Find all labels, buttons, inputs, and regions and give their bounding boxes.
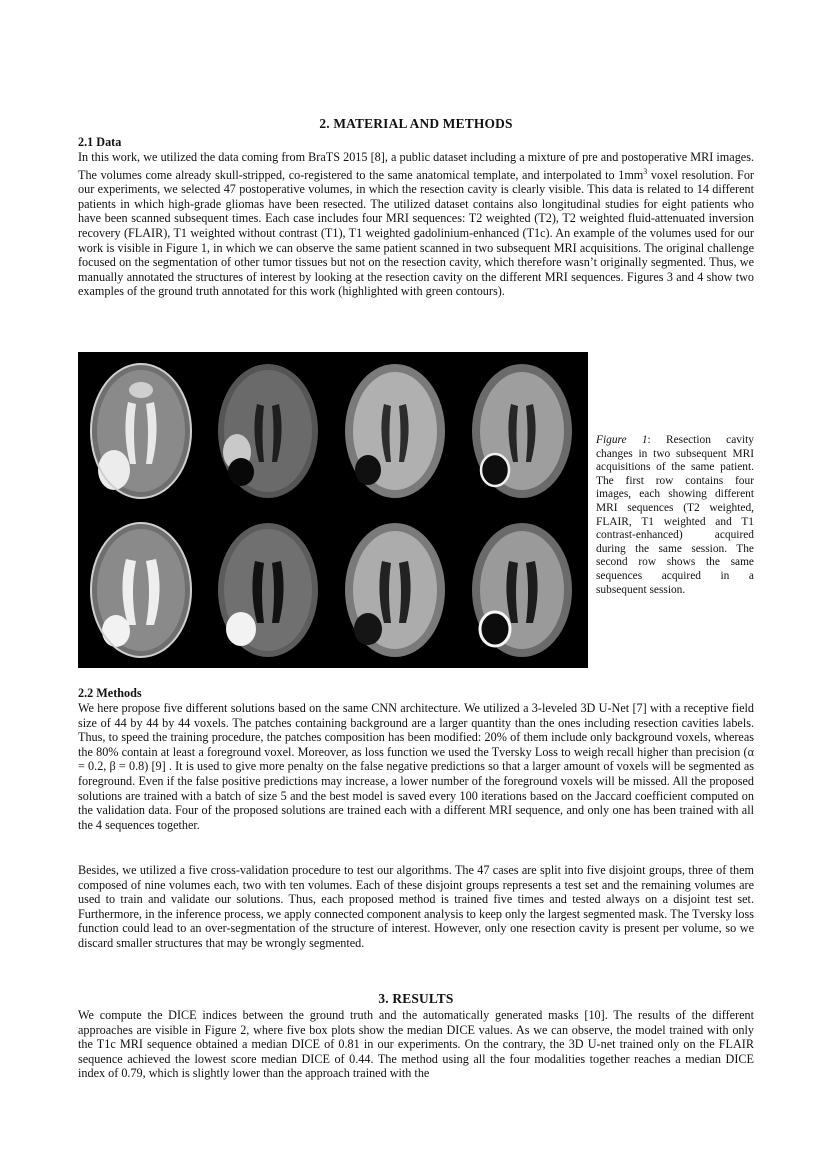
results-paragraph: We compute the DICE indices between the ground truth and the automatically generated masks [10]. The results of the different approaches are visible in Figure 2, where five box plots show the median DICE values. As we can observe, the model trained with only the T1c MRI sequence obtained a median DICE of 0.81 in our experiments. On the contrary, the 3D U-net trained only on the FLAIR sequence achieved the lowest score median DICE of 0.44. The method using all the four modalities together reaches a median DICE index of 0.79, which is slightly lower than the approach trained with the <box>78 1008 754 1081</box>
mri-row1-t1 <box>332 352 459 509</box>
data-paragraph <box>78 150 754 299</box>
section-3-title: 3. RESULTS <box>378 991 454 1006</box>
data-paragraph-part-a: In this work, we utilized the data coming from BraTS 2015 [8], a public dataset including a mixture of pre and postoperative MRI images. The volumes come already skull-stripped, co-registered to the same anatomical template, and interpolated to 1mm <box>78 150 754 182</box>
figure-1 <box>78 352 754 668</box>
voxel-unit-superscript: 3 <box>643 166 648 176</box>
mri-row1-flair <box>205 352 332 509</box>
mri-image-grid <box>78 352 588 668</box>
figure-1-caption-label: Figure 1 <box>596 434 648 446</box>
subsection-data-heading: 2.1 Data <box>78 135 122 149</box>
data-paragraph-part-b: voxel resolution. For our experiments, we selected 47 postoperative volumes, in which the resection cavity is clearly visible. This data is related to 14 different patients in which high-grade gliomas have been resected. The utilized dataset contains also longitudinal studies for eight patients who have been scanned subsequent times. Each case includes four MRI sequences: T2 weighted (T2), T2 weighted fluid-attenuated inversion recovery (FLAIR), T1 weighted without contrast (T1), T1 weighted gadolinium-enhanced (T1c). An example of the volumes used for our work is visible in Figure 1, in which we can observe the same patient scanned in two subsequent MRI acquisitions. The original challenge focused on the segmentation of other tumor tissues but not on the resection cavity, which therefore wasn’t originally segmented. Thus, we manually annotated the structures of interest by looking at the resection cavity on the different MRI sequences. Figures 3 and 4 show two examples of the ground truth annotated for this work (highlighted with green contours). <box>78 167 754 299</box>
figure-1-caption <box>596 434 754 597</box>
mri-row1-t2 <box>78 352 205 509</box>
mri-row2-t2 <box>78 511 205 668</box>
methods-paragraph-1: We here propose five different solutions based on the same CNN architecture. We utilized a 3-leveled 3D U-Net [7] with a receptive field size of 44 by 44 by 44 voxels. The patches containing background are a larger quantity than the ones including resection cavities labels. Thus, to speed the training procedure, the patches composition has been modified: 20% of them include only background voxels, whereas the 80% contain at least a foreground voxel. Moreover, as loss function we used the Tversky Loss to weigh recall higher than precision (α = 0.2, β = 0.8) [9] . It is used to give more penalty on the false negative predictions so that a larger amount of voxels will be segmented as foreground. Even if the false positive predictions may increase, a lower number of the foreground voxels will be missed. All the proposed solutions are trained with a batch of size 5 and the best model is saved every 100 iterations based on the Jaccard coefficient computed on the validation data. Four of the proposed solutions are trained each with a different MRI sequence, and only one has been trained with all the 4 sequences together. <box>78 701 754 832</box>
mri-row1-t1c <box>459 352 586 509</box>
mri-row2-t1 <box>332 511 459 668</box>
mri-row2-flair <box>205 511 332 668</box>
methods-paragraph-2: Besides, we utilized a five cross-validation procedure to test our algorithms. The 47 cases are split into five disjoint groups, three of them composed of nine volumes each, two with ten volumes. Each of these disjoint groups represents a test set and the remaining volumes are used to train and validate our solutions. Thus, each proposed method is trained five times and tested always on a disjoint test set. Furthermore, in the inference process, we apply connected component analysis to keep only the largest segmented mask. The Tversky loss function could lead to an over-segmentation of the structure of interest. However, only one resection cavity is present per volume, so we discard smaller structures that may be wrongly segmented. <box>78 863 754 950</box>
subsection-methods-heading: 2.2 Methods <box>78 686 142 700</box>
figure-1-caption-text: : Resection cavity changes in two subsequent MRI acquisitions of the same patient. The first row contains four images, each showing different MRI sequences (T2 weighted, FLAIR, T1 weighted and T1 contrast-enhanced) acquired during the same session. The second row shows the same sequences acquired in a subsequent session. <box>596 434 754 596</box>
section-2-title: 2. MATERIAL AND METHODS <box>319 116 513 131</box>
mri-row2-t1c <box>459 511 586 668</box>
